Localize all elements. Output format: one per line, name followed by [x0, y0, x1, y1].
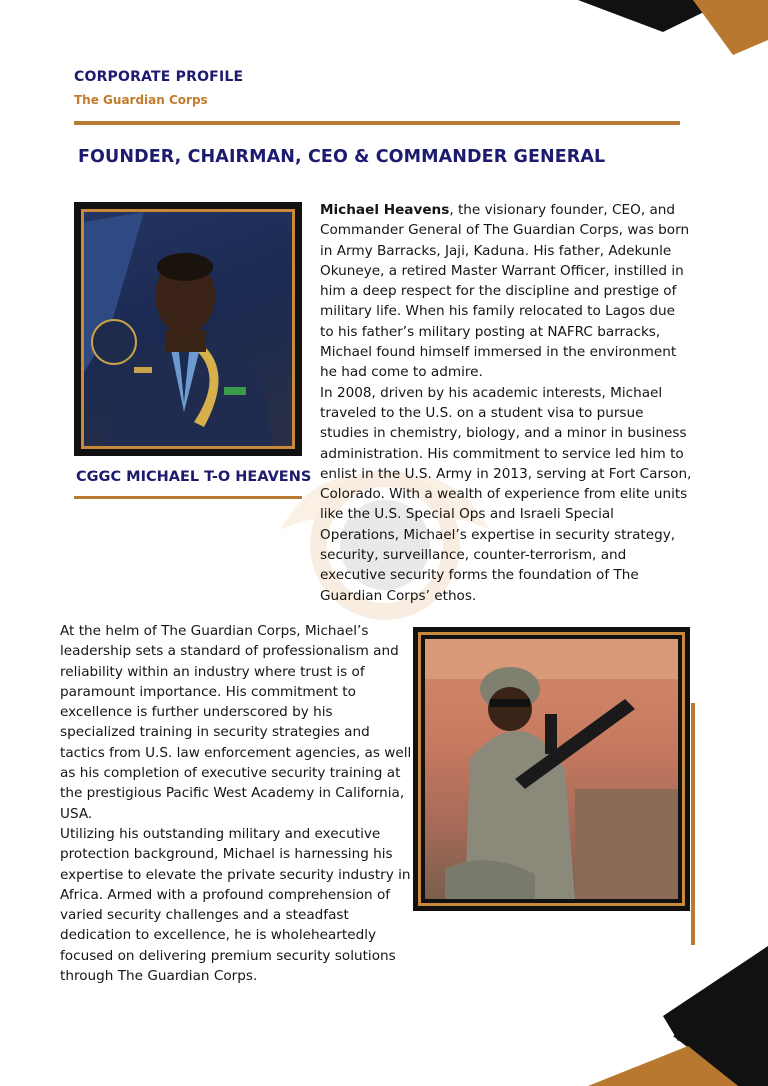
portrait-caption: CGGC MICHAEL T-O HEAVENS	[76, 469, 312, 485]
portrait-photo	[84, 212, 292, 446]
portrait-photo-frame	[74, 202, 302, 456]
header-subtitle: The Guardian Corps	[74, 93, 208, 107]
bio-paragraph-4: Utilizing his outstanding military and executive protection background, Michael is harnessing his expertise to elevate the private security industry in Africa. Armed with a profound comprehension of varied security challenges and a steadfast dedication to excellence, he is wholeheartedly focused on delivering premium security solutions through The Guardian Corps.	[60, 825, 411, 985]
bio-paragraph-1-text: , the visionary founder, CEO, and Commander General of The Guardian Corps, was born in Army Barracks, Jaji, Kaduna. His father, Adekunle Okuneye, a retired Master Warrant Officer, instilled in him a deep respect for the discipline and prestige of military life. When his family relocated to Lagos due to his father’s military posting at NAFRC barracks, Michael found himself immersed in the environment he had come to admire.	[320, 202, 690, 381]
military-photo	[425, 639, 678, 899]
bio-paragraph-3: At the helm of The Guardian Corps, Michael’s leadership sets a standard of professionalism and reliability within an industry where trust is of paramount importance. His commitment to excellence is further underscored by his specialized training in security strategies and tactics from U.S. law enforcement agencies, as well as his completion of executive security training at the prestigious Pacific West Academy in California, USA.	[60, 623, 412, 822]
corner-decoration-bottom	[568, 936, 768, 1086]
bio-text-lower	[60, 621, 412, 986]
side-accent-bar	[691, 703, 695, 945]
bio-paragraph-2: In 2008, driven by his academic interests, Michael traveled to the U.S. on a student visa to pursue studies in chemistry, biology, and a minor in business administration. His commitment to service led him to enlist in the U.S. Army in 2013, serving at Fort Carson, Colorado. With a wealth of experience from elite units like the U.S. Special Ops and Israeli Special Operations, Michael’s expertise in security strategy, security, surveillance, counter-terrorism, and executive security forms the foundation of The Guardian Corps’ ethos.	[320, 384, 692, 604]
bio-text-upper	[320, 200, 692, 606]
header-divider	[74, 121, 680, 125]
bio-paragraph-1	[320, 200, 692, 383]
bio-name: Michael Heavens	[320, 202, 450, 218]
section-heading: FOUNDER, CHAIRMAN, CEO & COMMANDER GENERAL	[78, 147, 606, 167]
caption-divider	[74, 496, 302, 499]
corner-decoration-top	[568, 0, 768, 60]
header-title: CORPORATE PROFILE	[74, 69, 244, 85]
military-photo-frame	[413, 627, 690, 911]
